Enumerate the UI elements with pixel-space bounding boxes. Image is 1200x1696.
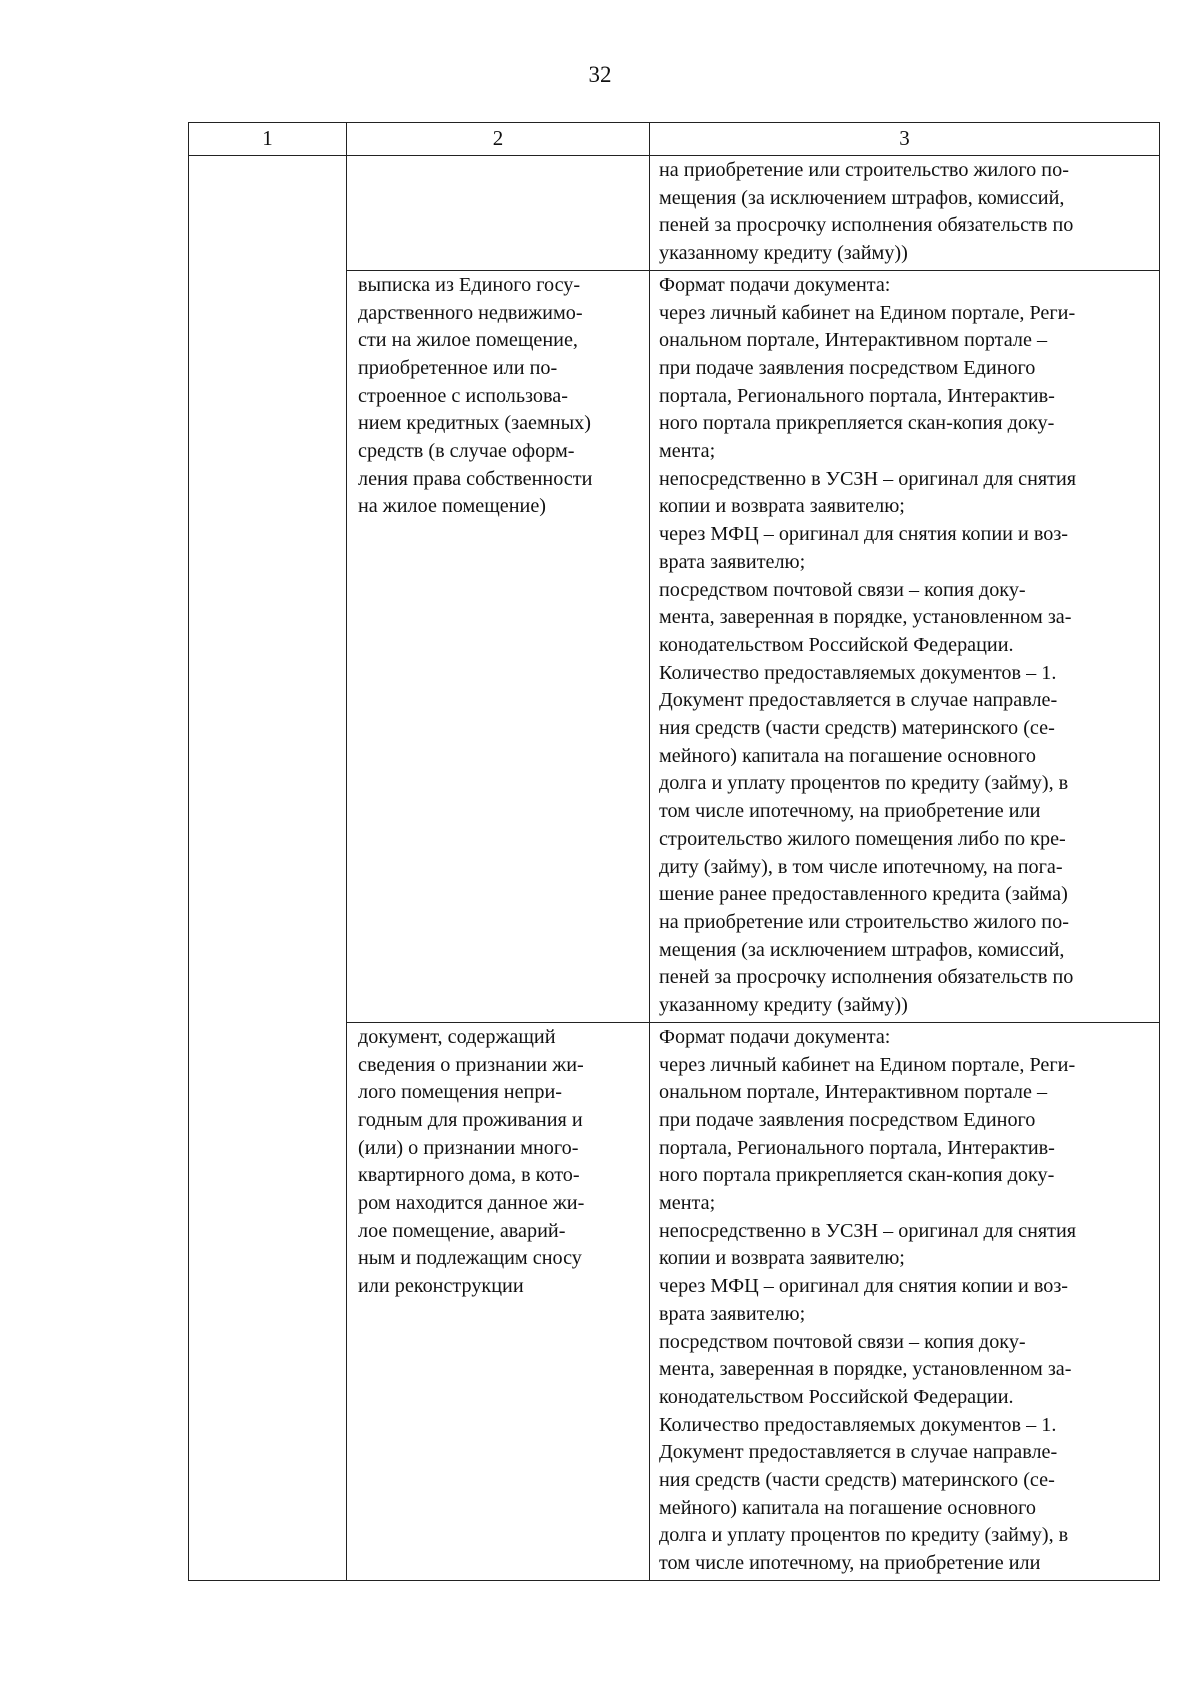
row-1-document-text	[347, 156, 649, 159]
table-header-row	[189, 123, 1160, 156]
row-2-document-text: выписка из Единого госу- дарственного недвижимо- сти на жилое помещение, приобретенное или по- строенное с использова- нием кредитных (заемных) средств (в случае оформ- ления права собственности на жилое помещение)	[358, 273, 593, 518]
row-1-document-cell	[347, 156, 650, 271]
row-1-details-cell	[650, 156, 1160, 271]
row-3-details-text: Формат подачи документа: через личный кабинет на Едином портале, Реги- ональном портале, Интерактивном портале – при подаче заявления посредством Единого портала, Регионального портала, Интерактив- ного портала прикрепляется скан-копия доку- мента; непосредственно в УСЗН – оригинал для снятия копии и возврата заявителю; через МФЦ – оригинал для снятия копии и воз- врата заявителю; посредством почтовой связи – копия доку- мента, заверенная в порядке, установленном за- конодательством Российской Федерации. Количество предоставляемых документов – 1. Документ предоставляется в случае направле- ния средств (части средств) материнского (се- мейного) капитала на погашение основного долга и уплату процентов по кредиту (займу), в том числе ипотечному, на приобретение или	[659, 1025, 1077, 1575]
row-2-details-cell	[650, 270, 1160, 1022]
column-header-2: 2	[347, 123, 650, 156]
column-1-cell	[189, 156, 347, 1581]
column-header-3: 3	[650, 123, 1160, 156]
table-row	[189, 156, 1160, 271]
page-number: 32	[588, 62, 612, 87]
row-3-details-cell	[650, 1022, 1160, 1580]
row-2-details-text: Формат подачи документа: через личный кабинет на Едином портале, Реги- ональном портале, Интерактивном портале – при подаче заявления посредством Единого портала, Регионального портала, Интерактив- ного портала прикрепляется скан-копия доку- мента; непосредственно в УСЗН – оригинал для снятия копии и возврата заявителю; через МФЦ – оригинал для снятия копии и воз- врата заявителю; посредством почтовой связи – копия доку- мента, заверенная в порядке, установленном за- конодательством Российской Федерации. Количество предоставляемых документов – 1. Документ предоставляется в случае направле- ния средств (части средств) материнского (се- мейного) капитала на погашение основного долга и уплату процентов по кредиту (займу), в том числе ипотечному, на приобретение или строительство жилого помещения либо по кре- диту (займу), в том числе ипотечному, на пога- шение ранее предоставленного кредита (займа) на приобретение или строительство жилого по- мещения (за исключением штрафов, комиссий, пеней за просрочку исполнения обязательств по указанному кредиту (займу))	[659, 273, 1077, 1017]
row-3-document-text: документ, содержащий сведения о признании жи- лого помещения непри- годным для проживания и (или) о признании много- квартирного дома, в кото- ром находится данное жи- лое помещение, аварий- ным и подлежащим сносу или реконструкции	[358, 1025, 585, 1298]
column-header-1: 1	[189, 123, 347, 156]
document-table	[188, 122, 1160, 1581]
row-2-document-cell	[347, 270, 650, 1022]
row-3-document-cell	[347, 1022, 650, 1580]
row-1-details-text: на приобретение или строительство жилого по- мещения (за исключением штрафов, комиссий, пеней за просрочку исполнения обязательств по указанному кредиту (займу))	[659, 159, 1074, 265]
